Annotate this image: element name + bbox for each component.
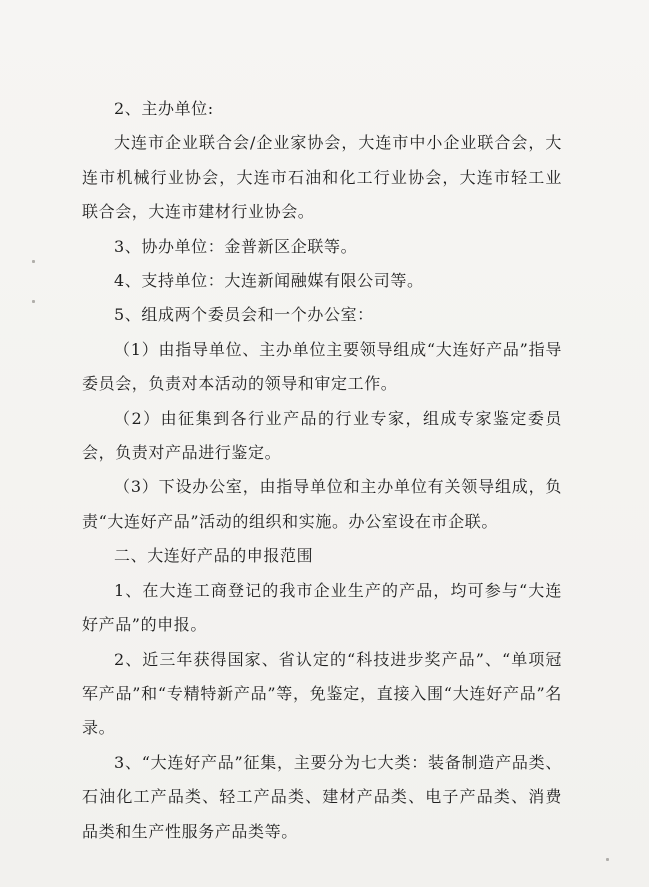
paragraph-supporter: 4、支持单位：大连新闻融媒有限公司等。 <box>114 271 424 291</box>
paragraph-guidance-committee: （1）由指导单位、主办单位主要领导组成“大连好产品”指导委员会，负责对本活动的领导和审定工作。 <box>82 339 562 394</box>
paragraph-organizer-list: 大连市企业联合会/企业家协会，大连市中小企业联合会，大连市机械行业协会，大连市石油和化工行业协会，大连市轻工业联合会，大连市建材行业协会。 <box>82 133 562 222</box>
paragraph-scope-3: 3、“大连好产品”征集，主要分为七大类：装备制造产品类、石油化工产品类、轻工产品类、建材产品类、电子产品类、消费品类和生产性服务产品类等。 <box>82 752 562 841</box>
paragraph-organizer-heading: 2、主办单位: <box>114 99 214 118</box>
document-body <box>82 92 562 849</box>
scan-speck <box>32 300 35 303</box>
paragraph-co-organizer: 3、协办单位：金普新区企联等。 <box>114 236 358 256</box>
paragraph-scope-1: 1、在大连工商登记的我市企业生产的产品，均可参与“大连好产品”的申报。 <box>82 580 562 635</box>
section-heading-scope: 二、大连好产品的申报范围 <box>114 546 314 566</box>
scan-speck <box>32 260 35 263</box>
paragraph-office: （3）下设办公室，由指导单位和主办单位有关领导组成，负责“大连好产品”活动的组织和实施。办公室设在市企联。 <box>82 477 562 531</box>
scan-speck <box>606 858 609 861</box>
paragraph-expert-committee: （2）由征集到各行业产品的行业专家，组成专家鉴定委员会，负责对产品进行鉴定。 <box>82 408 562 463</box>
paragraph-committees: 5、组成两个委员会和一个办公室： <box>114 305 374 325</box>
paragraph-scope-2: 2、近三年获得国家、省认定的“科技进步奖产品”、“单项冠军产品”和“专精特新产品”等，免鉴定，直接入围“大连好产品”名录。 <box>82 649 562 738</box>
